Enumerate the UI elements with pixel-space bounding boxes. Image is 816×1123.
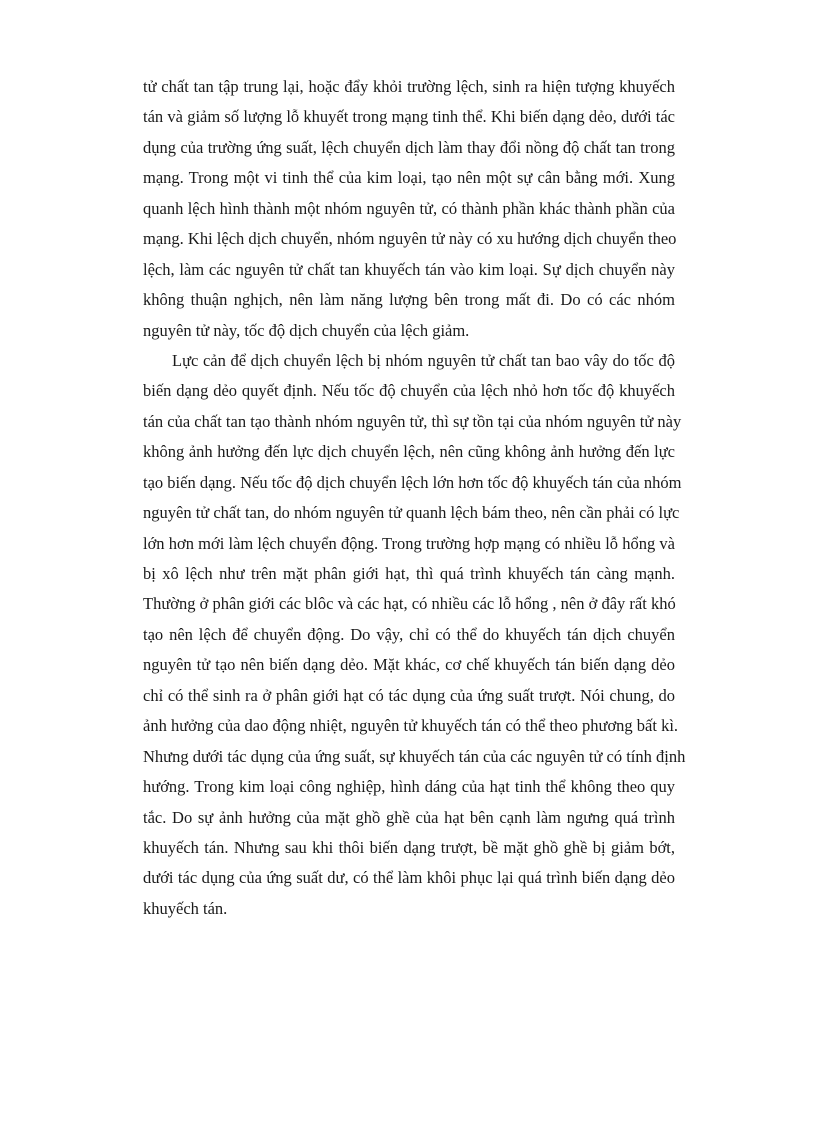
body-text (143, 72, 686, 924)
text-line: nguyên tử chất tan, do nhóm nguyên tử quanh lệch bám theo, nên cần phải có lực (143, 503, 680, 523)
text-line: bị xô lệch như trên mặt phân giới hạt, thì quá trình khuyếch tán càng mạnh. (143, 564, 675, 583)
text-line: tán của chất tan tạo thành nhóm nguyên tử, thì sự tồn tại của nhóm nguyên tử này (143, 411, 682, 431)
text-line: Nhưng dưới tác dụng của ứng suất, sự khuyếch tán của các nguyên tử có tính định (143, 746, 686, 766)
text-line: khuyếch tán. (143, 898, 228, 918)
paragraph-1 (143, 72, 675, 346)
paragraph-2 (143, 346, 686, 924)
text-line: nguyên tử tạo nên biến dạng dẻo. Mặt khác, cơ chế khuyếch tán biến dạng dẻo (143, 655, 675, 675)
text-line: tán và giảm số lượng lỗ khuyết trong mạng tinh thể. Khi biến dạng dẻo, dưới tác (143, 107, 675, 127)
text-line: tử chất tan tập trung lại, hoặc đẩy khỏi trường lệch, sinh ra hiện tượng khuyếch (143, 77, 675, 96)
text-line: hướng. Trong kim loại công nghiệp, hình dáng của hạt tinh thể không theo quy (143, 777, 675, 797)
text-line: không thuận nghịch, nên làm năng lượng bên trong mất đi. Do có các nhóm (143, 290, 675, 310)
text-line: Thường ở phân giới các blôc và các hạt, có nhiều các lỗ hổng , nên ở đây rất khó (143, 594, 676, 614)
text-line: dưới tác dụng của ứng suất dư, có thể làm khôi phục lại quá trình biến dạng dẻo (143, 868, 675, 888)
text-line: tắc. Do sự ảnh hưởng của mặt ghồ ghề của hạt bên cạnh làm ngưng quá trình (143, 807, 675, 827)
text-line: lớn hơn mới làm lệch chuyển động. Trong trường hợp mạng có nhiều lỗ hổng và (143, 533, 675, 553)
text-line: chỉ có thể sinh ra ở phân giới hạt có tác dụng của ứng suất trượt. Nói chung, do (143, 685, 675, 705)
text-line: mạng. Trong một vi tinh thể của kim loại, tạo nên một sự cân bằng mới. Xung (143, 168, 675, 188)
text-line: không ảnh hưởng đến lực dịch chuyển lệch, nên cũng không ảnh hưởng đến lực (143, 442, 675, 462)
text-line: nguyên tử này, tốc độ dịch chuyển của lệch giảm. (143, 320, 470, 340)
text-line: lệch, làm các nguyên tử chất tan khuyếch tán vào kim loại. Sự dịch chuyển này (143, 259, 675, 279)
text-line: tạo nên lệch để chuyển động. Do vậy, chỉ có thể do khuyếch tán dịch chuyển (143, 624, 675, 644)
text-line: dụng của trường ứng suất, lệch chuyển dịch làm thay đổi nồng độ chất tan trong (143, 137, 675, 157)
text-line: ảnh hưởng của dao động nhiệt, nguyên tử khuyếch tán có thể theo phương bất kì. (143, 716, 679, 736)
text-line: khuyếch tán. Nhưng sau khi thôi biến dạng trượt, bề mặt ghồ ghề bị giảm bớt, (143, 837, 675, 857)
text-line: quanh lệch hình thành một nhóm nguyên tử, có thành phần khác thành phần của (143, 198, 675, 218)
text-line: tạo biến dạng. Nếu tốc độ dịch chuyển lệch lớn hơn tốc độ khuyếch tán của nhóm (143, 472, 682, 492)
text-line: biến dạng dẻo quyết định. Nếu tốc độ chuyển của lệch nhỏ hơn tốc độ khuyếch (143, 381, 675, 401)
text-line: Lực cản để dịch chuyển lệch bị nhóm nguyên tử chất tan bao vây do tốc độ (172, 350, 675, 370)
text-line: mạng. Khi lệch dịch chuyển, nhóm nguyên tử này có xu hướng dịch chuyển theo (143, 229, 677, 249)
